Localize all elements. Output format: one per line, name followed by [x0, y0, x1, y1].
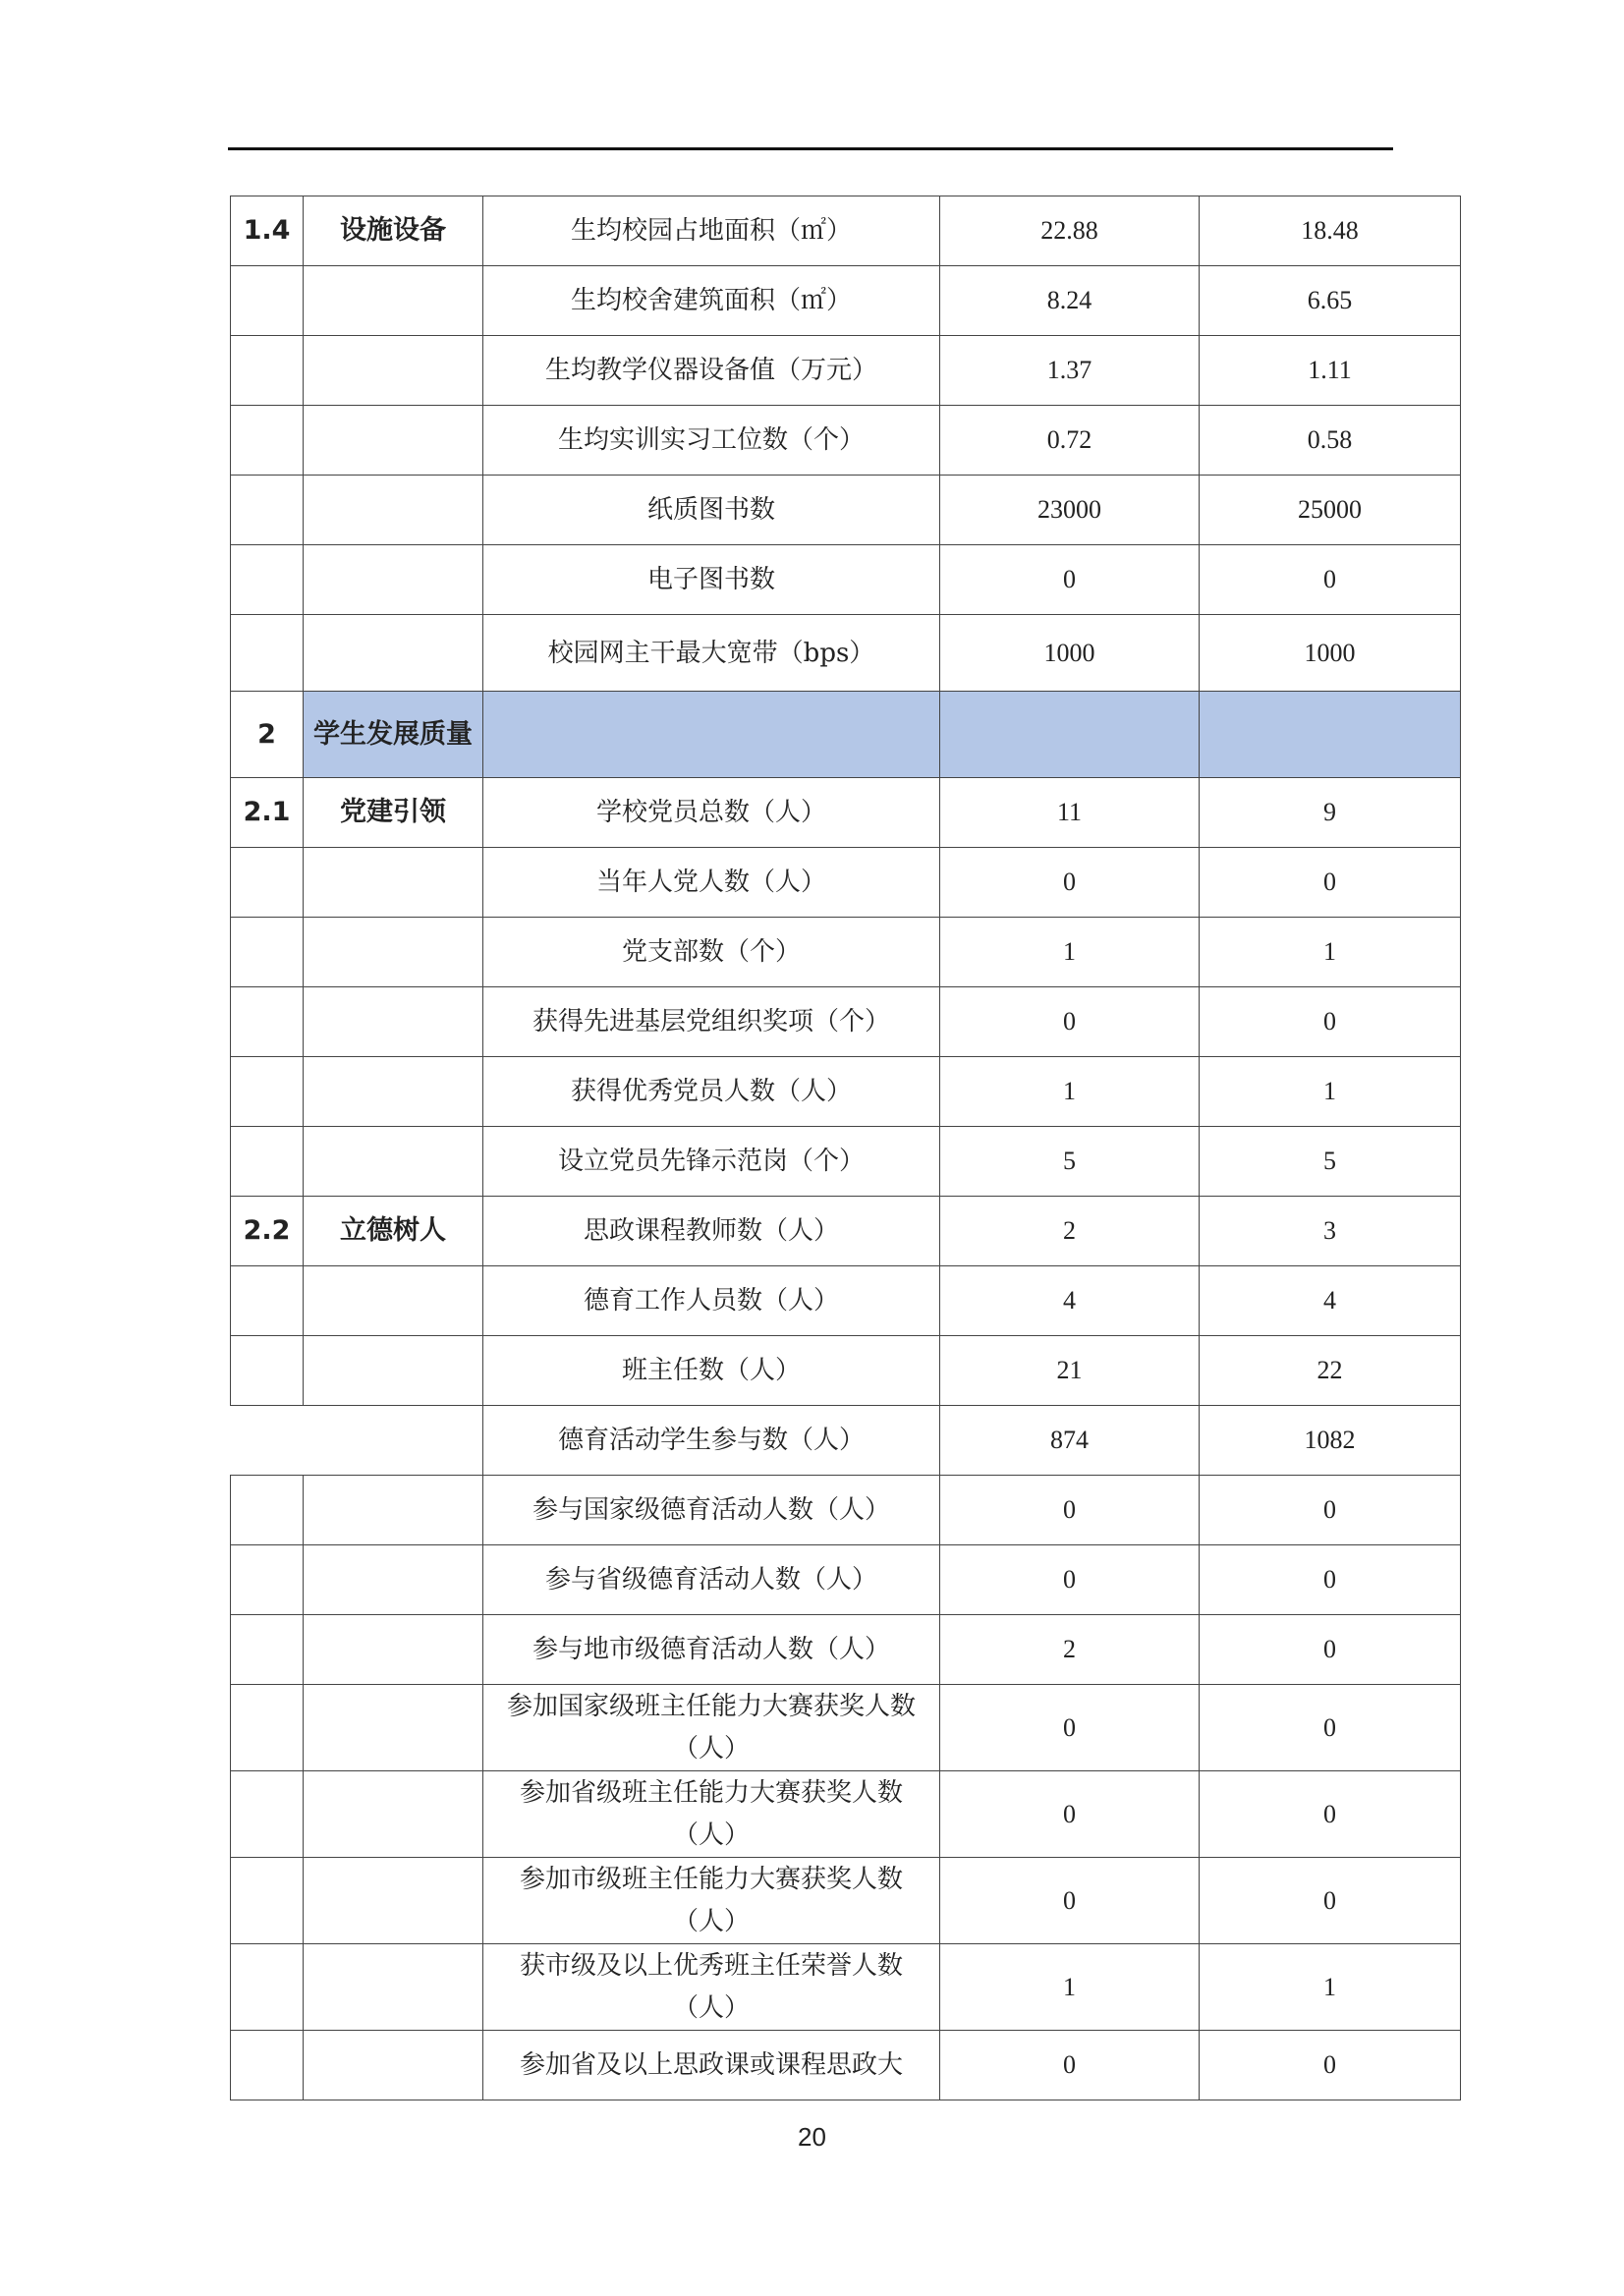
indicator-name: 参加省级班主任能力大赛获奖人数（人） — [483, 1771, 940, 1858]
indicator-name: 生均教学仪器设备值（万元） — [483, 336, 940, 406]
indicator-name: 参加国家级班主任能力大赛获奖人数（人） — [483, 1685, 940, 1771]
value-col-2: 0 — [1200, 1545, 1461, 1615]
value-col-1: 23000 — [940, 476, 1200, 545]
item-category — [304, 987, 483, 1057]
table-row — [231, 918, 1461, 987]
empty-cell — [231, 1406, 483, 1476]
value-col-2: 6.65 — [1200, 266, 1461, 336]
table-row — [231, 1476, 1461, 1545]
item-code — [231, 545, 304, 615]
table-row — [231, 1336, 1461, 1406]
value-col-1 — [940, 692, 1200, 778]
indicator-name: 校园网主干最大宽带（bps） — [483, 615, 940, 692]
value-col-1: 1 — [940, 1944, 1200, 2031]
table-row — [231, 406, 1461, 476]
table-row — [231, 1545, 1461, 1615]
indicator-table — [230, 196, 1461, 2100]
table-row — [231, 987, 1461, 1057]
value-col-2: 9 — [1200, 778, 1461, 848]
table-row — [231, 1685, 1461, 1771]
indicator-name: 获得优秀党员人数（人） — [483, 1057, 940, 1127]
indicator-name: 德育活动学生参与数（人） — [483, 1406, 940, 1476]
indicator-name: 获得先进基层党组织奖项（个） — [483, 987, 940, 1057]
table-row — [231, 1266, 1461, 1336]
table-row — [231, 1406, 1461, 1476]
value-col-1: 0.72 — [940, 406, 1200, 476]
value-col-1: 0 — [940, 1771, 1200, 1858]
table-row — [231, 1197, 1461, 1266]
item-category — [304, 476, 483, 545]
value-col-2 — [1200, 692, 1461, 778]
item-code — [231, 1057, 304, 1127]
item-code — [231, 1944, 304, 2031]
item-code — [231, 1127, 304, 1197]
table-row — [231, 545, 1461, 615]
indicator-name: 党支部数（个） — [483, 918, 940, 987]
item-code: 1.4 — [231, 196, 304, 266]
value-col-2: 1 — [1200, 918, 1461, 987]
indicator-name: 生均实训实习工位数（个） — [483, 406, 940, 476]
table-row — [231, 476, 1461, 545]
value-col-2: 22 — [1200, 1336, 1461, 1406]
item-code: 2.1 — [231, 778, 304, 848]
value-col-1: 0 — [940, 987, 1200, 1057]
value-col-2: 0 — [1200, 1685, 1461, 1771]
indicator-name: 设立党员先锋示范岗（个） — [483, 1127, 940, 1197]
item-category — [304, 615, 483, 692]
indicator-name: 思政课程教师数（人） — [483, 1197, 940, 1266]
value-col-2: 1.11 — [1200, 336, 1461, 406]
indicator-name: 当年人党人数（人） — [483, 848, 940, 918]
indicator-name: 纸质图书数 — [483, 476, 940, 545]
value-col-1: 0 — [940, 1858, 1200, 1944]
value-col-1: 0 — [940, 545, 1200, 615]
section-code: 2 — [231, 692, 304, 778]
value-col-2: 0.58 — [1200, 406, 1461, 476]
item-category — [304, 1858, 483, 1944]
item-code — [231, 2031, 304, 2100]
item-category — [304, 336, 483, 406]
item-code — [231, 1476, 304, 1545]
value-col-1: 1 — [940, 918, 1200, 987]
indicator-name: 班主任数（人） — [483, 1336, 940, 1406]
item-category — [304, 266, 483, 336]
value-col-1: 0 — [940, 1545, 1200, 1615]
item-category — [304, 545, 483, 615]
section-header-row — [231, 692, 1461, 778]
item-code — [231, 848, 304, 918]
item-code — [231, 1336, 304, 1406]
section-title: 学生发展质量 — [304, 692, 483, 778]
item-category — [304, 1944, 483, 2031]
item-category: 立德树人 — [304, 1197, 483, 1266]
indicator-name: 参加省及以上思政课或课程思政大 — [483, 2031, 940, 2100]
table-row — [231, 615, 1461, 692]
table-row — [231, 1858, 1461, 1944]
indicator-name: 参与省级德育活动人数（人） — [483, 1545, 940, 1615]
item-category — [304, 1127, 483, 1197]
value-col-2: 1 — [1200, 1944, 1461, 2031]
indicator-name: 生均校舍建筑面积（㎡） — [483, 266, 940, 336]
value-col-1: 2 — [940, 1197, 1200, 1266]
value-col-1: 22.88 — [940, 196, 1200, 266]
table-row — [231, 1944, 1461, 2031]
value-col-1: 0 — [940, 1476, 1200, 1545]
value-col-2: 18.48 — [1200, 196, 1461, 266]
indicator-name: 学校党员总数（人） — [483, 778, 940, 848]
table-row — [231, 196, 1461, 266]
item-category — [304, 1685, 483, 1771]
value-col-1: 21 — [940, 1336, 1200, 1406]
table-row — [231, 1615, 1461, 1685]
item-category — [304, 406, 483, 476]
item-code — [231, 615, 304, 692]
item-category — [304, 1336, 483, 1406]
value-col-1: 2 — [940, 1615, 1200, 1685]
item-code — [231, 476, 304, 545]
value-col-2: 1082 — [1200, 1406, 1461, 1476]
value-col-2: 0 — [1200, 545, 1461, 615]
value-col-2: 25000 — [1200, 476, 1461, 545]
item-code — [231, 1545, 304, 1615]
item-category — [304, 848, 483, 918]
indicator-name: 德育工作人员数（人） — [483, 1266, 940, 1336]
header-rule — [228, 147, 1393, 150]
value-col-2: 5 — [1200, 1127, 1461, 1197]
item-code: 2.2 — [231, 1197, 304, 1266]
value-col-2: 0 — [1200, 1615, 1461, 1685]
item-category: 设施设备 — [304, 196, 483, 266]
item-code — [231, 918, 304, 987]
item-category — [304, 1476, 483, 1545]
item-category — [304, 1266, 483, 1336]
table-row — [231, 848, 1461, 918]
value-col-1: 1.37 — [940, 336, 1200, 406]
item-code — [231, 336, 304, 406]
value-col-2: 3 — [1200, 1197, 1461, 1266]
item-category — [304, 1545, 483, 1615]
value-col-1: 0 — [940, 848, 1200, 918]
table-row — [231, 266, 1461, 336]
table-row — [231, 1127, 1461, 1197]
table-row — [231, 2031, 1461, 2100]
page-number: 20 — [798, 2122, 826, 2152]
indicator-name: 参与地市级德育活动人数（人） — [483, 1615, 940, 1685]
table-row — [231, 1771, 1461, 1858]
value-col-2: 0 — [1200, 1771, 1461, 1858]
item-category — [304, 1615, 483, 1685]
indicator-name: 电子图书数 — [483, 545, 940, 615]
item-code — [231, 266, 304, 336]
value-col-1: 0 — [940, 1685, 1200, 1771]
item-code — [231, 1266, 304, 1336]
item-code — [231, 987, 304, 1057]
item-code — [231, 1858, 304, 1944]
value-col-1: 5 — [940, 1127, 1200, 1197]
item-code — [231, 406, 304, 476]
value-col-1: 1 — [940, 1057, 1200, 1127]
item-code — [231, 1685, 304, 1771]
value-col-1: 1000 — [940, 615, 1200, 692]
indicator-name: 获市级及以上优秀班主任荣誉人数（人） — [483, 1944, 940, 2031]
table-row — [231, 778, 1461, 848]
item-category — [304, 918, 483, 987]
value-col-1: 8.24 — [940, 266, 1200, 336]
value-col-2: 0 — [1200, 848, 1461, 918]
item-category — [304, 2031, 483, 2100]
indicator-name — [483, 692, 940, 778]
value-col-1: 4 — [940, 1266, 1200, 1336]
value-col-1: 874 — [940, 1406, 1200, 1476]
value-col-1: 0 — [940, 2031, 1200, 2100]
item-category: 党建引领 — [304, 778, 483, 848]
value-col-2: 0 — [1200, 1476, 1461, 1545]
value-col-2: 0 — [1200, 987, 1461, 1057]
item-code — [231, 1615, 304, 1685]
item-category — [304, 1771, 483, 1858]
table-row — [231, 1057, 1461, 1127]
indicator-name: 生均校园占地面积（㎡） — [483, 196, 940, 266]
value-col-2: 0 — [1200, 1858, 1461, 1944]
value-col-2: 1000 — [1200, 615, 1461, 692]
table-row — [231, 336, 1461, 406]
item-code — [231, 1771, 304, 1858]
indicator-name: 参与国家级德育活动人数（人） — [483, 1476, 940, 1545]
value-col-2: 4 — [1200, 1266, 1461, 1336]
item-category — [304, 1057, 483, 1127]
indicator-name: 参加市级班主任能力大赛获奖人数（人） — [483, 1858, 940, 1944]
value-col-1: 11 — [940, 778, 1200, 848]
value-col-2: 1 — [1200, 1057, 1461, 1127]
value-col-2: 0 — [1200, 2031, 1461, 2100]
